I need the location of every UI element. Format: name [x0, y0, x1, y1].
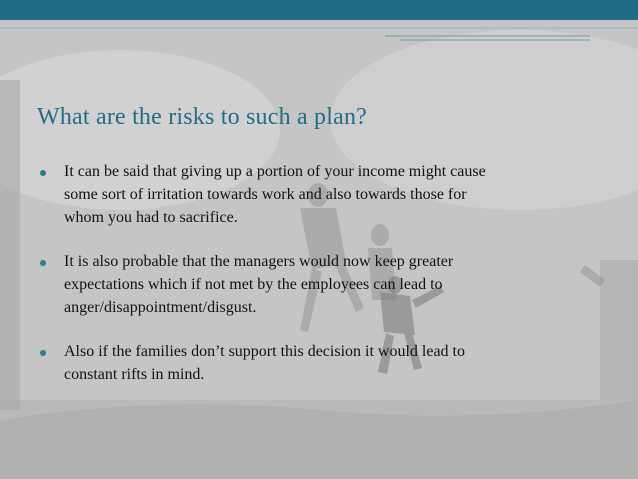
bullet-item [40, 250, 600, 319]
bullet-dot-icon [40, 170, 46, 176]
bullet-line: It is also probable that the managers would now keep greater [64, 253, 454, 270]
bullet-list [40, 160, 600, 407]
bullet-line: expectations which if not met by the employees can lead to [64, 276, 443, 293]
bullet-line: It can be said that giving up a portion of your income might cause [64, 163, 486, 180]
decorative-lines [0, 22, 638, 52]
bullet-line: constant rifts in mind. [64, 366, 205, 383]
bullet-dot-icon [40, 350, 46, 356]
bullet-item [40, 340, 600, 386]
header-bar [0, 0, 638, 20]
bullet-line: whom you had to sacrifice. [64, 209, 238, 226]
bullet-line: anger/disappointment/disgust. [64, 299, 257, 316]
bullet-line: Also if the families don’t support this decision it would lead to [64, 343, 465, 360]
bullet-dot-icon [40, 260, 46, 266]
bullet-item [40, 160, 600, 229]
bullet-line: some sort of irritation towards work and also towards those for [64, 186, 467, 203]
slide-title: What are the risks to such a plan? [37, 104, 368, 130]
